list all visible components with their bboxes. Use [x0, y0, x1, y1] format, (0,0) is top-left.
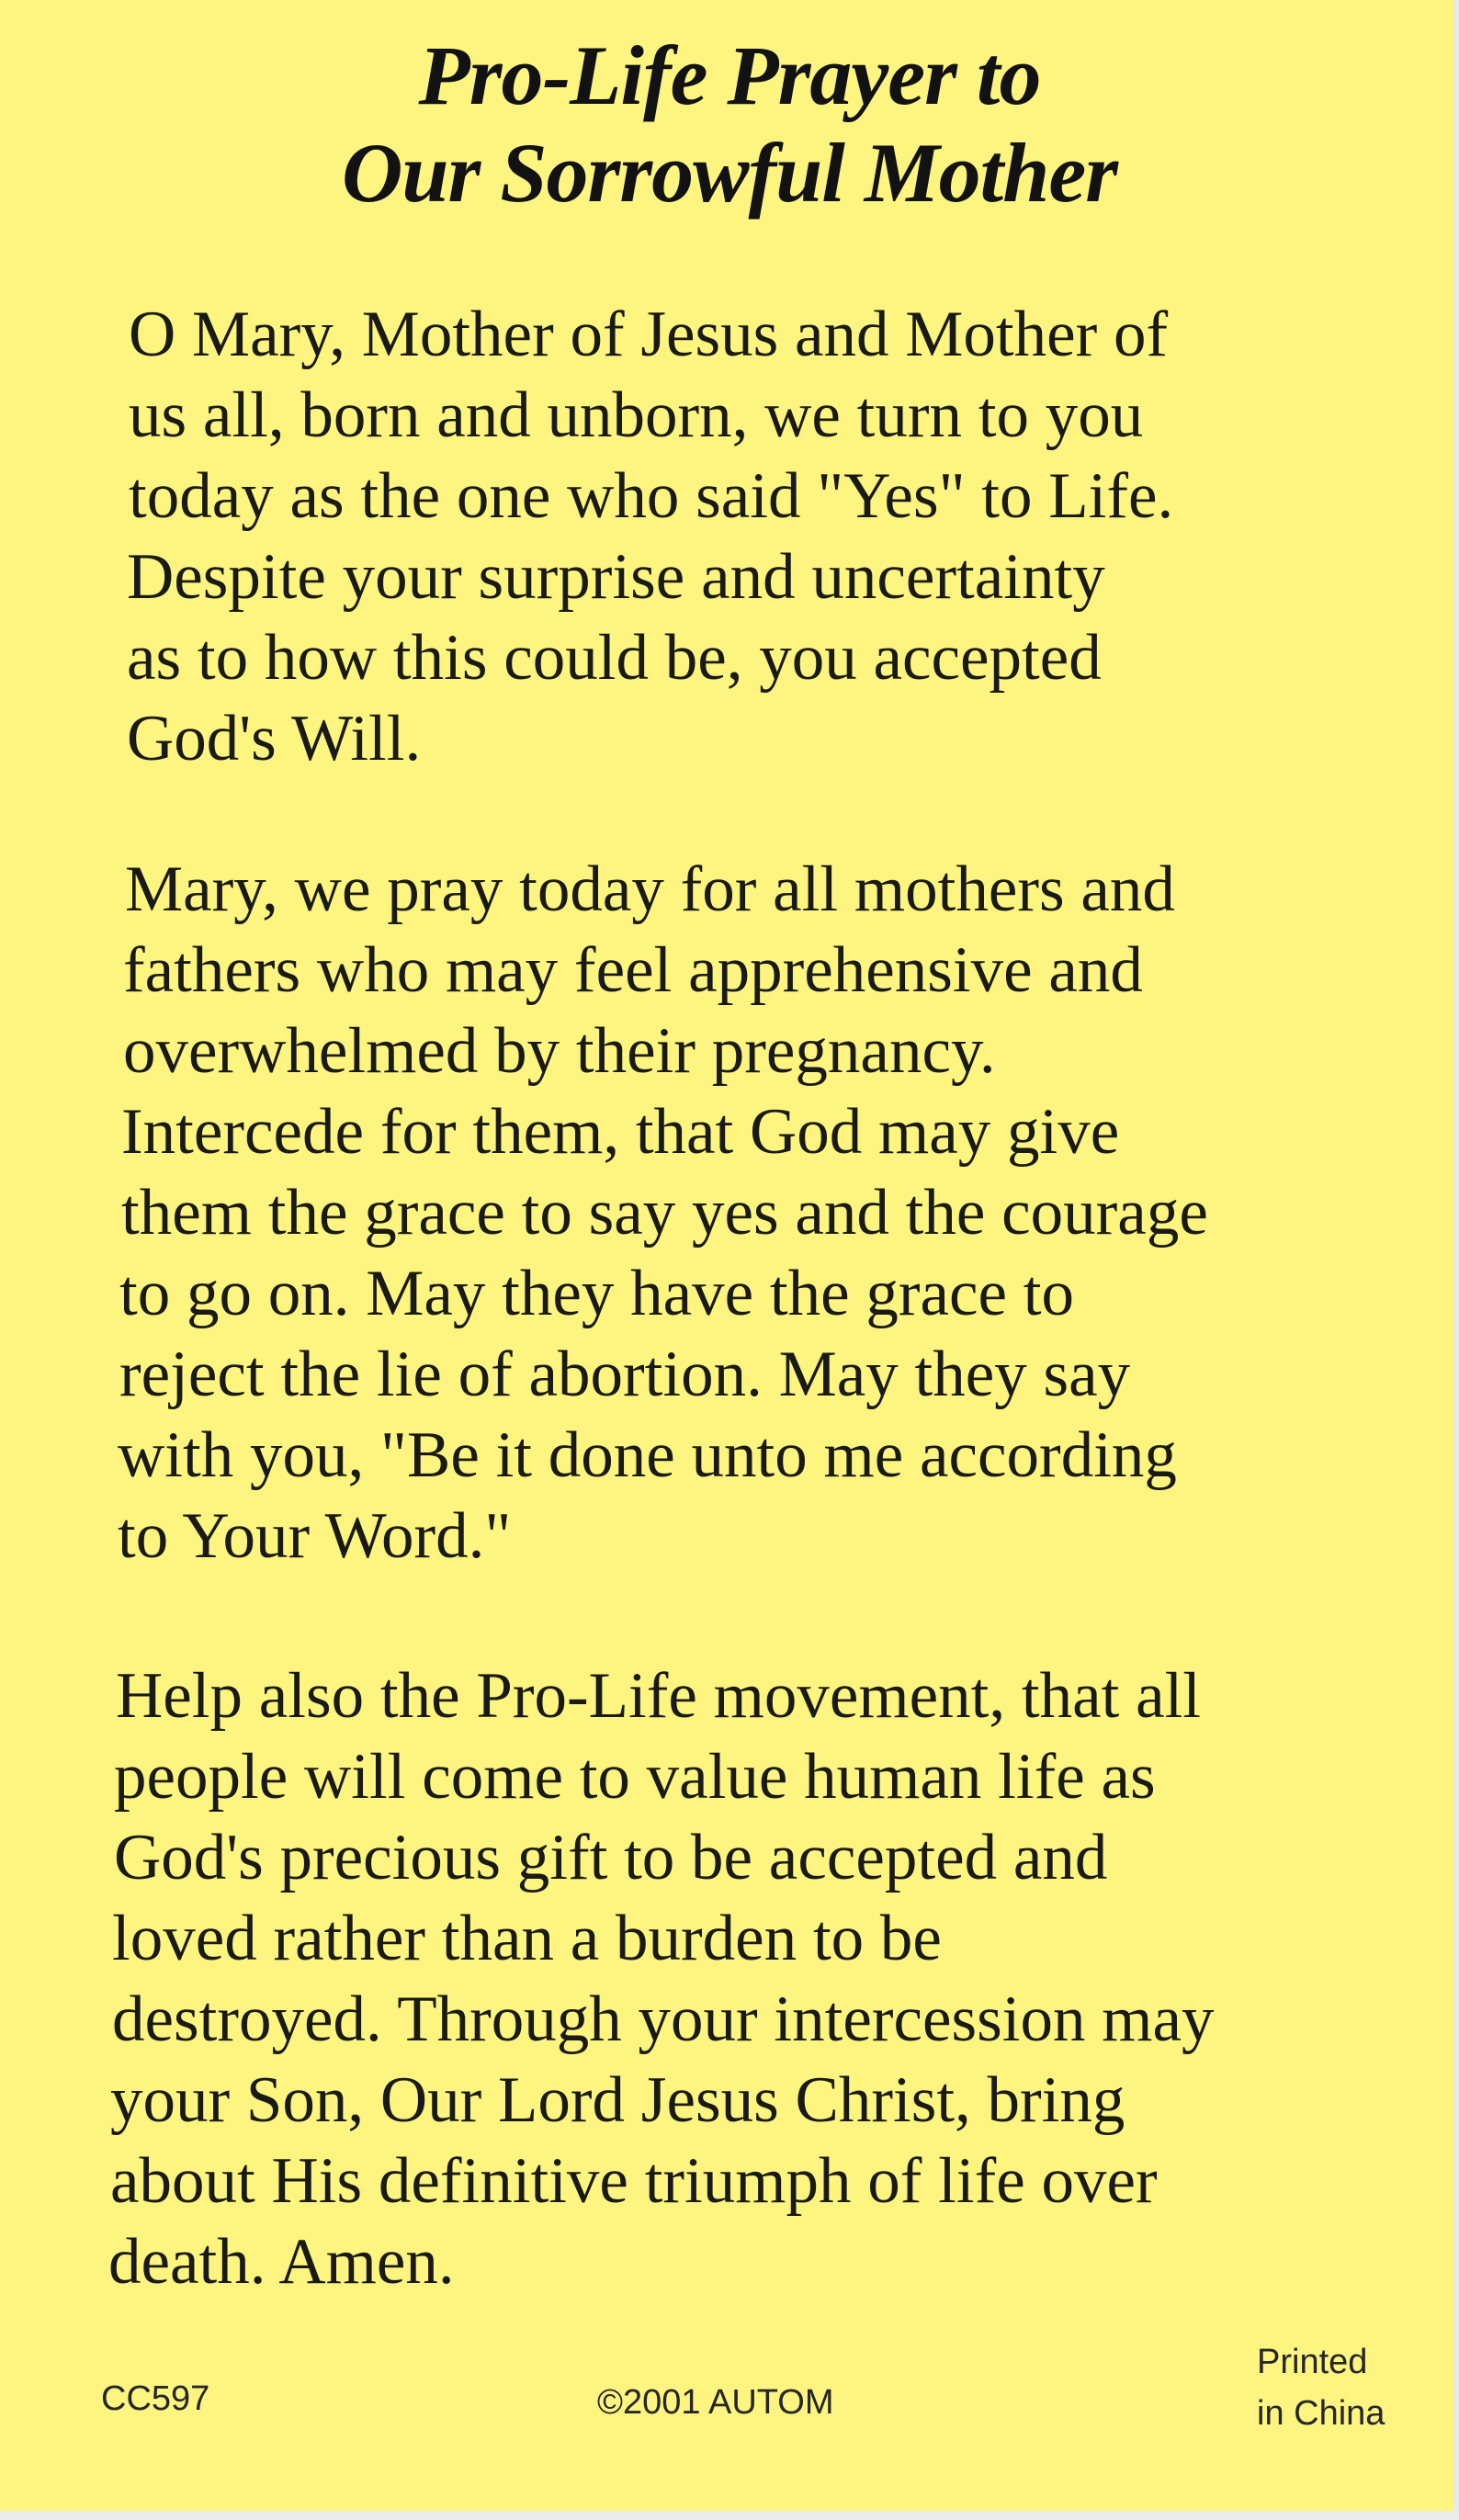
prayer-line: Despite your surprise and uncertainty [127, 541, 1105, 613]
printed-in-line-2: in China [1257, 2394, 1385, 2433]
prayer-line: God's Will. [127, 703, 422, 774]
prayer-line: your Son, Our Lord Jesus Christ, bring [110, 2064, 1125, 2136]
prayer-line: about His definitive triumph of life over [110, 2145, 1158, 2217]
prayer-line: overwhelmed by their pregnancy. [123, 1015, 996, 1087]
prayer-line: as to how this could be, you accepted [127, 622, 1102, 694]
prayer-line: them the grace to say yes and the courage [121, 1177, 1208, 1249]
prayer-line: Intercede for them, that God may give [121, 1096, 1120, 1168]
card-title-line-1: Pro-Life Prayer to [418, 28, 1041, 122]
prayer-line: fathers who may feel apprehensive and [123, 934, 1143, 1006]
prayer-line: death. Amen. [108, 2226, 455, 2298]
product-code: CC597 [101, 2379, 210, 2418]
prayer-line: to go on. May they have the grace to [119, 1258, 1075, 1329]
prayer-line: O Mary, Mother of Jesus and Mother of [129, 299, 1169, 370]
card-edge-right [1453, 0, 1459, 2520]
printed-in-line-1: Printed [1257, 2343, 1368, 2381]
prayer-line: God's precious gift to be accepted and [114, 1822, 1108, 1893]
prayer-line: with you, "Be it done unto me according [118, 1419, 1177, 1491]
prayer-line: reject the lie of abortion. May they say [119, 1339, 1131, 1410]
card-edge-bottom [0, 2511, 1459, 2520]
prayer-line: Mary, we pray today for all mothers and [125, 853, 1175, 925]
copyright-notice: ©2001 AUTOM [597, 2383, 834, 2422]
prayer-line: Help also the Pro-Life movement, that all [116, 1660, 1202, 1732]
card-title-line-2: Our Sorrowful Mother [341, 126, 1118, 220]
prayer-line: today as the one who said "Yes" to Life. [129, 460, 1174, 532]
prayer-line: loved rather than a burden to be [112, 1903, 942, 1974]
prayer-line: to Your Word." [118, 1500, 512, 1572]
prayer-line: people will come to value human life as [114, 1741, 1156, 1813]
prayer-line: us all, born and unborn, we turn to you [129, 379, 1144, 451]
prayer-line: destroyed. Through your intercession may [112, 1983, 1215, 2055]
